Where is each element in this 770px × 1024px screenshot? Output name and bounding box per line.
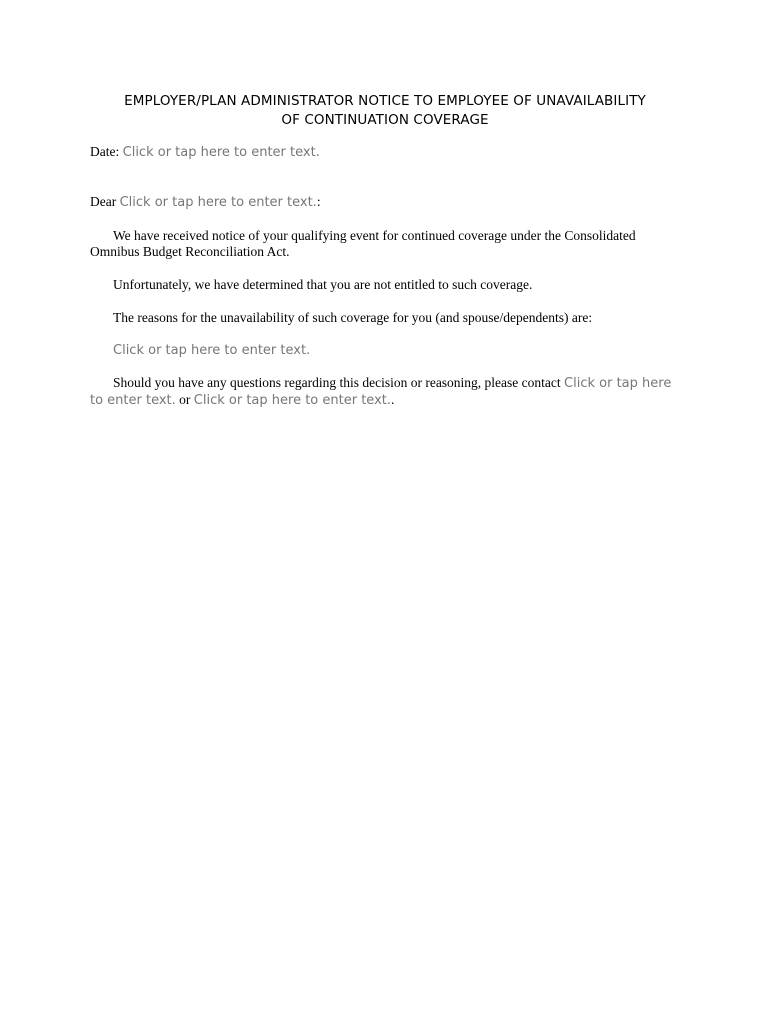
document-title: [90, 92, 680, 130]
paragraph-qualifying-event: We have received notice of your qualifying event for continued coverage under the Consolidated Omnibus Budget Reconciliation Act.: [90, 228, 636, 259]
contact-end: .: [391, 392, 395, 407]
document-page: [90, 92, 680, 408]
paragraph-not-entitled: Unfortunately, we have determined that you are not entitled to such coverage.: [113, 277, 533, 292]
date-label: Date:: [90, 144, 123, 159]
contact-or: or: [175, 392, 194, 407]
salutation-line: [90, 194, 321, 211]
date-line: [90, 144, 320, 161]
reasons-field[interactable]: Click or tap here to enter text.: [113, 343, 311, 358]
recipient-field[interactable]: Click or tap here to enter text.: [119, 195, 317, 210]
paragraph-reasons-intro: The reasons for the unavailability of such coverage for you (and spouse/dependents) are:: [113, 310, 593, 325]
contact-field-2[interactable]: Click or tap here to enter text.: [193, 393, 391, 408]
dear-suffix: :: [316, 194, 321, 209]
title-line-1: EMPLOYER/PLAN ADMINISTRATOR NOTICE TO EMPLOYEE OF UNAVAILABILITY: [124, 93, 646, 109]
paragraph-reasons: [90, 342, 675, 359]
paragraph-contact: [90, 375, 675, 409]
contact-field-1[interactable]: Click or tap here to enter text.: [90, 376, 672, 408]
contact-text: Should you have any questions regarding this decision or reasoning, please contact: [113, 375, 565, 390]
dear-label: Dear: [90, 194, 120, 209]
date-field[interactable]: Click or tap here to enter text.: [122, 145, 320, 160]
title-line-2: OF CONTINUATION COVERAGE: [281, 112, 489, 128]
